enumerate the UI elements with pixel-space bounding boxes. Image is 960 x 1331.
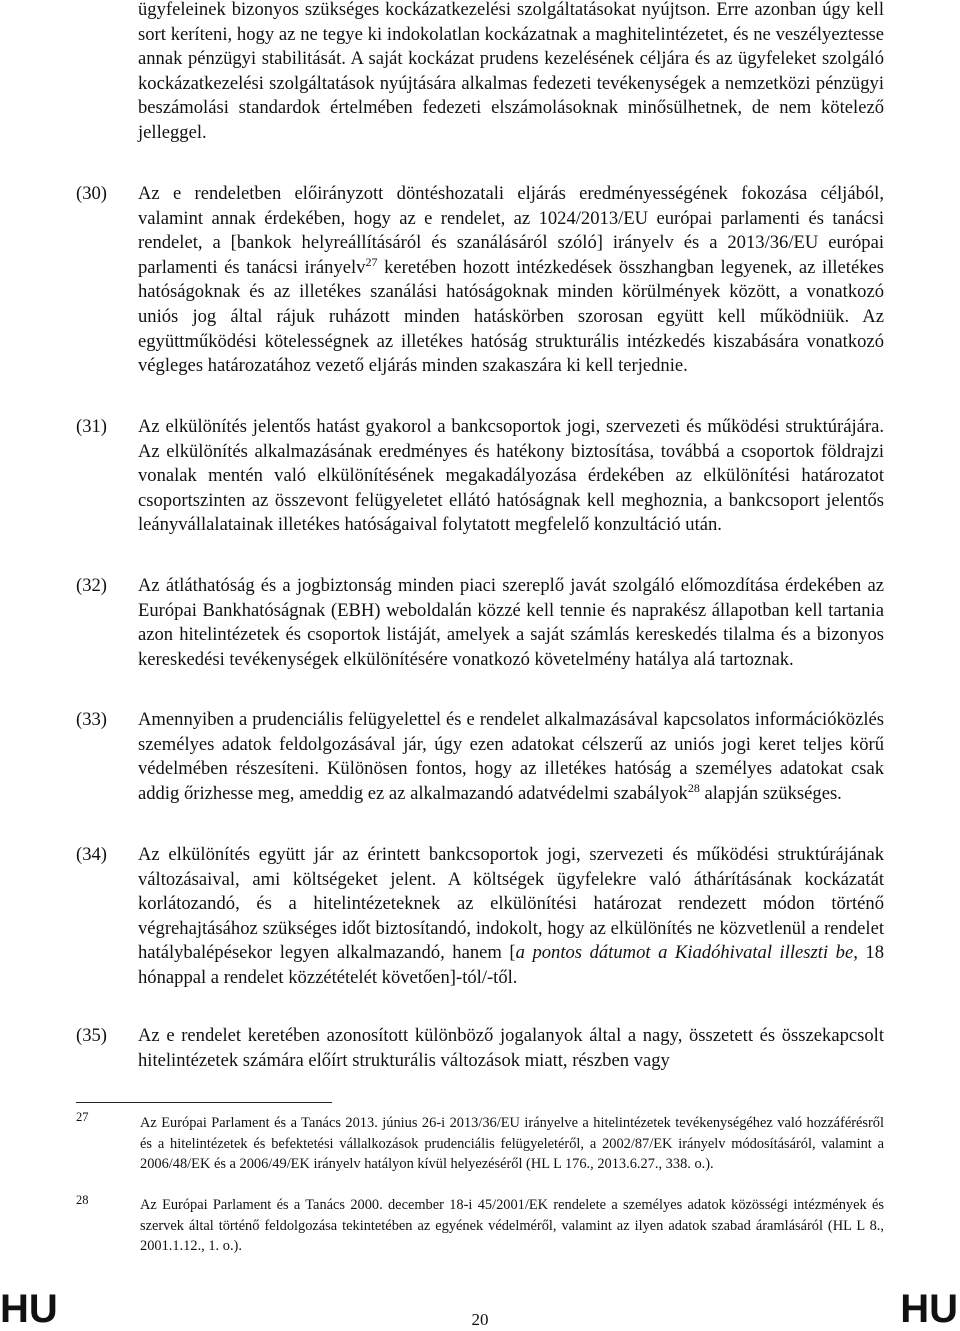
paragraph-number-31: (31) bbox=[76, 416, 107, 437]
paragraph-31 bbox=[138, 415, 884, 538]
intro-paragraph-text: ügyfeleinek bizonyos szükséges kockázatkezelési szolgáltatásokat nyújtson. Erre azonban úgy kell sort keríteni, hogy az ne tegye ki indokolatlan kockázatnak a maghitelintézetet, és ne veszélyeztesse annak pénzügyi stabilitását. A saját kockázat prudens kezelésének céljára és az ügyfeleket szolgáló kockázatkezelési szolgáltatások nyújtására alkalmas fedezeti tevékenységek a nemzetközi pénzügyi beszámolási standardok értelmében fedezeti elszámolásoknak minősülhetnek, de nem kötelező jelleggel. bbox=[138, 0, 884, 143]
footnote-separator bbox=[76, 1102, 332, 1103]
paragraph-31-text: Az elkülönítés jelentős hatást gyakorol a bankcsoportok jogi, szervezeti és működési struktúrájára. Az elkülönítés alkalmazásának eredményes és hatékony biztosítása, továbbá a csoportok földrajzi vonalak mentén való elkülönítésének megakadályozása érdekében az elkülönítési határozatot csoportszinten az összevont felügyeletet ellátó hatóságnak kell meghoznia, a bankcsoport jelentős leányvállalatainak illetékes hatóságaival folytatott megfelelő konzultáció után. bbox=[138, 416, 884, 536]
paragraph-35 bbox=[138, 1024, 884, 1073]
paragraph-number-33: (33) bbox=[76, 709, 107, 730]
language-code-left: HU bbox=[0, 1287, 58, 1331]
paragraph-30 bbox=[138, 182, 884, 379]
paragraph-number-32: (32) bbox=[76, 575, 107, 596]
paragraph-33-text-start: Amennyiben a prudenciális felügyelettel és e rendelet alkalmazásával kapcsolatos információközlés személyes adatok feldolgozásával jár, úgy ezen adatokat célszerű az uniós jogi keret teljes körű védelmében részesíteni. Különösen fontos, hogy az illetékes hatóság a személyes adatokat csak addig őrizhesse meg, ameddig ez az alkalmazandó adatvédelmi szabályok bbox=[138, 709, 884, 804]
footnote-ref-28[interactable]: 28 bbox=[687, 780, 700, 795]
paragraph-32-text: Az átláthatóság és a jogbiztonság minden piaci szereplő javát szolgáló előmozdítása érdekében az Európai Bankhatóságnak (EBH) weboldalán közzé kell tennie és naprakész állapotban kell tartania azon hitelintézetek és csoportok listáját, amelyek a saját számlás kereskedés tilalma és a bizonyos kereskedési tevékenységek elkülönítésére vonatkozó követelmény hatálya alá tartoznak. bbox=[138, 575, 884, 670]
paragraph-number-30: (30) bbox=[76, 183, 107, 204]
footnote-27-text: Az Európai Parlament és a Tanács 2013. június 26-i 2013/36/EU irányelve a hitelintézetek tevékenységéhez való hozzáférésről és a hitelintézetek és befektetési vállalkozások prudenciális felügyeletéről, a 2002/87/EK irányelv módosításáról, valamint a 2006/48/EK és a 2006/49/EK irányelv hatályon kívül helyezéséről (HL L 176., 2013.6.27., 338. o.). bbox=[140, 1115, 884, 1173]
footnote-number-28: 28 bbox=[76, 1193, 89, 1207]
paragraph-33-text-end: alapján szükséges. bbox=[699, 782, 842, 804]
paragraph-34-editorial-note: a pontos dátumot a Kiadóhivatal illeszti be, bbox=[515, 942, 858, 964]
paragraph-33 bbox=[138, 708, 884, 806]
paragraph-number-35: (35) bbox=[76, 1025, 107, 1046]
paragraph-34-text-end: 18 hónappal a rendelet közzétételét követően]-tól/-től. bbox=[138, 942, 884, 988]
paragraph-34-text-start: Az elkülönítés együtt jár az érintett bankcsoportok jogi, szervezeti és működési struktúrájának változásaival, ami költségeket jelent. A költségek ügyfelekre való áthárításának kockázatát korlátozandó, és a hitelintézeteknek az elkülönítési határozat rendezett módon történő végrehajtásához szükséges időt biztosítandó, indokolt, hogy az elkülönítés ne közvetlenül a rendelet hatálybalépésekor legyen alkalmazandó, hanem [ bbox=[138, 844, 884, 964]
footnote-number-27: 27 bbox=[76, 1110, 89, 1124]
paragraph-34 bbox=[138, 843, 884, 991]
paragraph-32 bbox=[138, 574, 884, 672]
paragraph-30-text-end: keretében hozott intézkedések összhangban legyenek, az illetékes hatóságoknak és az illetékes szanálási hatóságoknak minden körülmények között, a vonatkozó uniós jog által rájuk ruházott minden hatáskörben szorosan együtt kell működniük. Az együttműködési kötelességnek az illetékes hatóság strukturális intézkedés kiszabására vonatkozó végleges határozatához vezető eljárás minden szakaszára ki kell terjednie. bbox=[138, 256, 884, 377]
paragraph-35-text: Az e rendelet keretében azonosított különböző jogalanyok által a nagy, összetett és összekapcsolt hitelintézetek számára előírt strukturális változások miatt, részben vagy bbox=[138, 1025, 884, 1071]
footnote-28-text: Az Európai Parlament és a Tanács 2000. december 18-i 45/2001/EK rendelete a személyes adatok közösségi intézmények és szervek által történő feldolgozása tekintetében az egyének védelméről, valamint az ilyen adatok szabad áramlásáról (HL L 8., 2001.1.12., 1. o.). bbox=[140, 1197, 884, 1255]
intro-paragraph bbox=[138, 0, 884, 146]
paragraph-number-34: (34) bbox=[76, 844, 107, 865]
language-code-right: HU bbox=[900, 1287, 958, 1331]
footnote-ref-27[interactable]: 27 bbox=[365, 254, 378, 269]
paragraph-30-text-start: Az e rendeletben előirányzott döntéshozatali eljárás eredményességének fokozása céljából, valamint annak érdekében, hogy az e rendelet, az 1024/2013/EU európai parlamenti és tanácsi rendelet, a [bankok helyreállításáról és szanálásáról szóló] irányelv és a 2013/36/EU európai parlamenti és tanácsi irányelv bbox=[138, 183, 884, 278]
page-number: 20 bbox=[471, 1310, 489, 1329]
